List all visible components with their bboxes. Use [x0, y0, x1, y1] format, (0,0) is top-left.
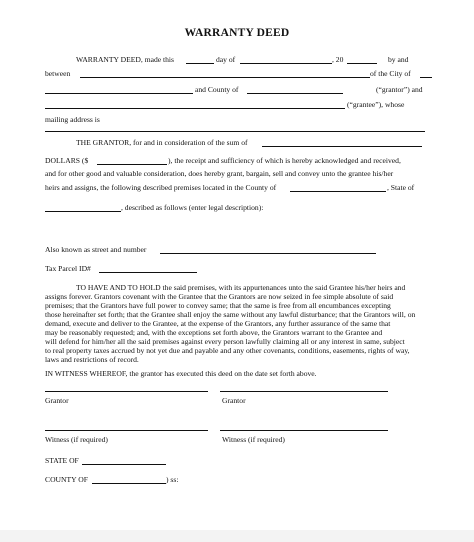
habendum-line: may be reasonably requested; and, with the exceptions set forth above, the Grantors warrant to the Grantee and	[45, 328, 383, 337]
legal-description-label: , described as follows (enter legal description):	[121, 203, 264, 212]
grantor-and-label: (“grantor”) and	[376, 85, 423, 94]
habendum-line: demand, execute and deliver to the Grantee, at the expense of the Grantors, any further assurance of the same that	[45, 319, 391, 328]
receipt-text: ), the receipt and sufficiency of which is hereby acknowledged and received,	[168, 156, 401, 165]
witness-clause: IN WITNESS WHEREOF, the grantor has executed this deed on the date set forth above.	[45, 369, 317, 378]
page-bottom-edge	[0, 530, 474, 542]
county-of-notary-label: COUNTY OF	[45, 475, 88, 484]
habendum-line: those hereinafter set forth; that the Grantee shall enjoy the same without any lawful disturbance; that the Grantors will, on	[45, 310, 416, 319]
ss-label: ) ss:	[166, 475, 179, 484]
grantor-signature-line-left[interactable]	[45, 391, 208, 392]
habendum-line: will defend for him/her all the said premises against every person lawfully claiming all or any interest in same, subject	[45, 337, 405, 346]
sum-words-blank[interactable]	[262, 146, 422, 147]
consideration-sum-label: THE GRANTOR, for and in consideration of the sum of	[76, 138, 248, 147]
grantee-whose-label: (“grantee”), whose	[347, 100, 405, 109]
grantor-label-left: Grantor	[45, 396, 69, 405]
witness-signature-line-right[interactable]	[220, 430, 388, 431]
habendum-line: to real property taxes accrued by not yet due and payable and any other covenants, conditions, easements, rights of way,	[45, 346, 410, 355]
document-title: WARRANTY DEED	[184, 27, 290, 39]
day-blank[interactable]	[186, 63, 214, 64]
tax-parcel-blank[interactable]	[99, 272, 197, 273]
grantee-name-blank[interactable]	[45, 108, 345, 109]
city-of-label: of the City of	[370, 69, 411, 78]
mailing-address-blank[interactable]	[45, 131, 425, 132]
year-blank[interactable]	[347, 63, 377, 64]
grantor-signature-line-right[interactable]	[220, 391, 388, 392]
county-of-label: and County of	[195, 85, 239, 94]
day-of-label: day of	[216, 55, 236, 64]
notary-county-blank[interactable]	[92, 483, 166, 484]
witness-label-left: Witness (if required)	[45, 435, 108, 444]
premises-state-blank[interactable]	[45, 211, 121, 212]
city-blank[interactable]	[420, 77, 432, 78]
witness-signature-line-left[interactable]	[45, 430, 208, 431]
habendum-line: laws and restrictions of record.	[45, 355, 139, 364]
dollars-label: DOLLARS ($	[45, 156, 89, 165]
consideration-text: and for other good and valuable consideration, does hereby grant, bargain, sell and convey unto the grantee his/her	[45, 169, 394, 178]
premises-county-blank[interactable]	[290, 191, 386, 192]
between-label: between	[45, 69, 71, 78]
habendum-line: assigns forever. Grantors covenant with the Grantee that the Grantors are now seized in fee simple absolute of said	[45, 292, 394, 301]
year-prefix-label: , 20	[332, 55, 344, 64]
state-of-label: STATE OF	[45, 456, 79, 465]
tax-parcel-label: Tax Parcel ID#	[45, 264, 91, 273]
made-this-label: WARRANTY DEED, made this	[76, 55, 175, 64]
grantor-label-right: Grantor	[222, 396, 246, 405]
month-blank[interactable]	[240, 63, 332, 64]
street-number-blank[interactable]	[160, 253, 376, 254]
dollar-amount-blank[interactable]	[97, 164, 167, 165]
premises-located-text: heirs and assigns, the following described premises located in the County of	[45, 183, 277, 192]
by-and-label: by and	[388, 55, 409, 64]
mailing-address-label: mailing address is	[45, 115, 100, 124]
notary-state-blank[interactable]	[82, 464, 166, 465]
street-number-label: Also known as street and number	[45, 245, 147, 254]
grantor-name-blank[interactable]	[80, 77, 370, 78]
city-name-blank[interactable]	[45, 93, 193, 94]
witness-label-right: Witness (if required)	[222, 435, 285, 444]
state-of-inline-label: , State of	[387, 183, 415, 192]
habendum-line: TO HAVE AND TO HOLD the said premises, with its appurtenances unto the said Grantee his/her heirs and	[76, 283, 406, 292]
county-blank[interactable]	[247, 93, 343, 94]
habendum-line: premises; that the Grantors have full power to convey same; that the same is free from all encumbances excepting	[45, 301, 391, 310]
